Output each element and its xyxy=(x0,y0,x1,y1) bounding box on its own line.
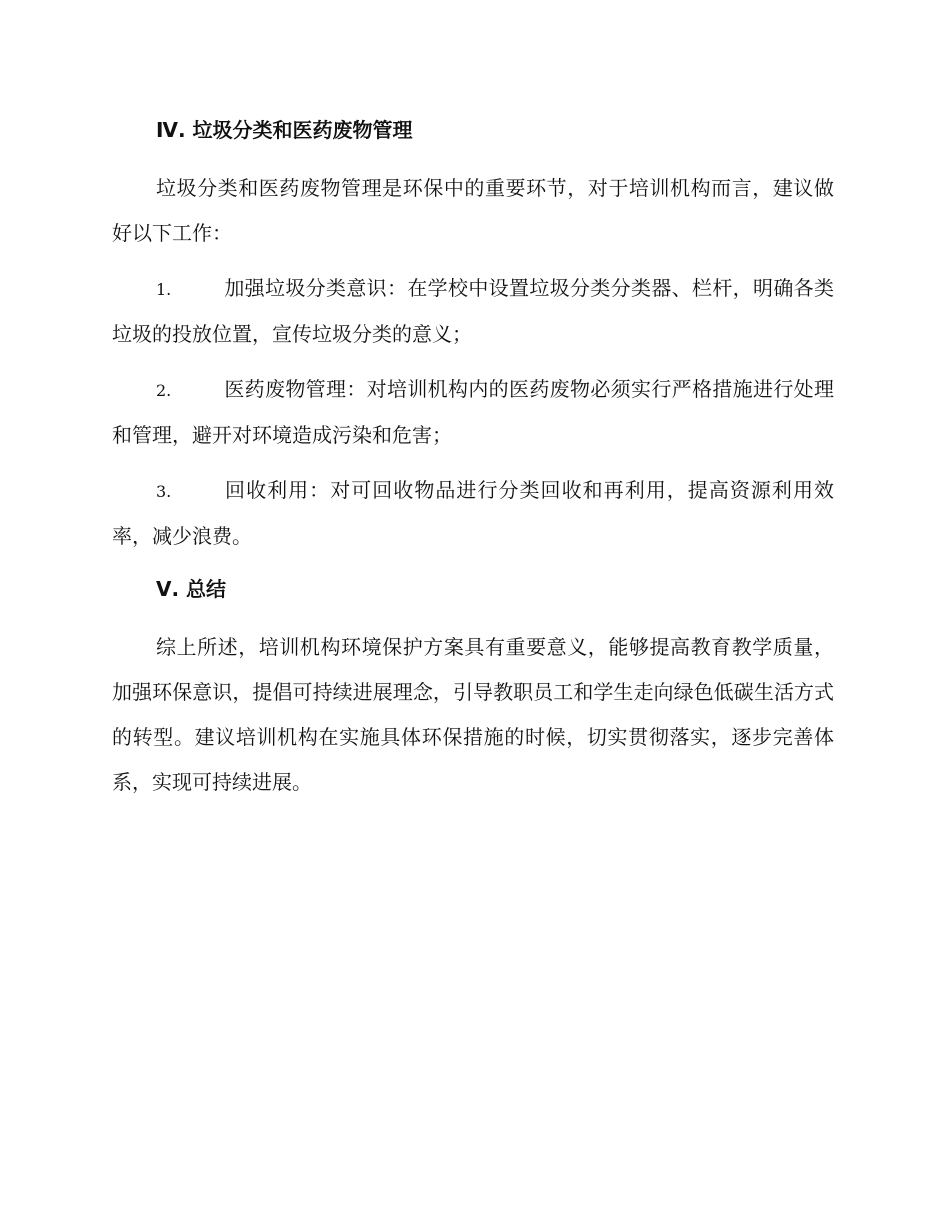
section-5-heading: Ⅴ. 总结 xyxy=(156,577,227,601)
section-4-intro: 垃圾分类和医药废物管理是环保中的重要环节，对于培训机构而言，建议做好以下工作： xyxy=(112,176,834,245)
list-item-text: 医药废物管理：对培训机构内的医药废物必须实行严格措施进行处理和管理，避开对环境造成污染和危害； xyxy=(112,377,834,447)
list-item xyxy=(112,468,834,559)
section-4-heading: Ⅳ. 垃圾分类和医药废物管理 xyxy=(156,118,413,142)
list-item-text: 加强垃圾分类意识：在学校中设置垃圾分类分类器、栏杆，明确各类垃圾的投放位置，宣传垃圾分类的意义； xyxy=(112,276,834,346)
list-item xyxy=(112,367,834,458)
list-item-number: 3. xyxy=(156,482,172,501)
list-item-text: 回收利用：对可回收物品进行分类回收和再利用，提高资源利用效率，减少浪费。 xyxy=(112,478,834,548)
list-item-number: 1. xyxy=(156,280,172,299)
list-item-number: 2. xyxy=(156,381,172,400)
document-page xyxy=(112,108,834,805)
list-item xyxy=(112,266,834,357)
section-5-body: 综上所述，培训机构环境保护方案具有重要意义，能够提高教育教学质量，加强环保意识，提倡可持续进展理念，引导教职员工和学生走向绿色低碳生活方式的转型。建议培训机构在实施具体环保措施的时候，切实贯彻落实，逐步完善体系，实现可持续进展。 xyxy=(112,635,834,794)
